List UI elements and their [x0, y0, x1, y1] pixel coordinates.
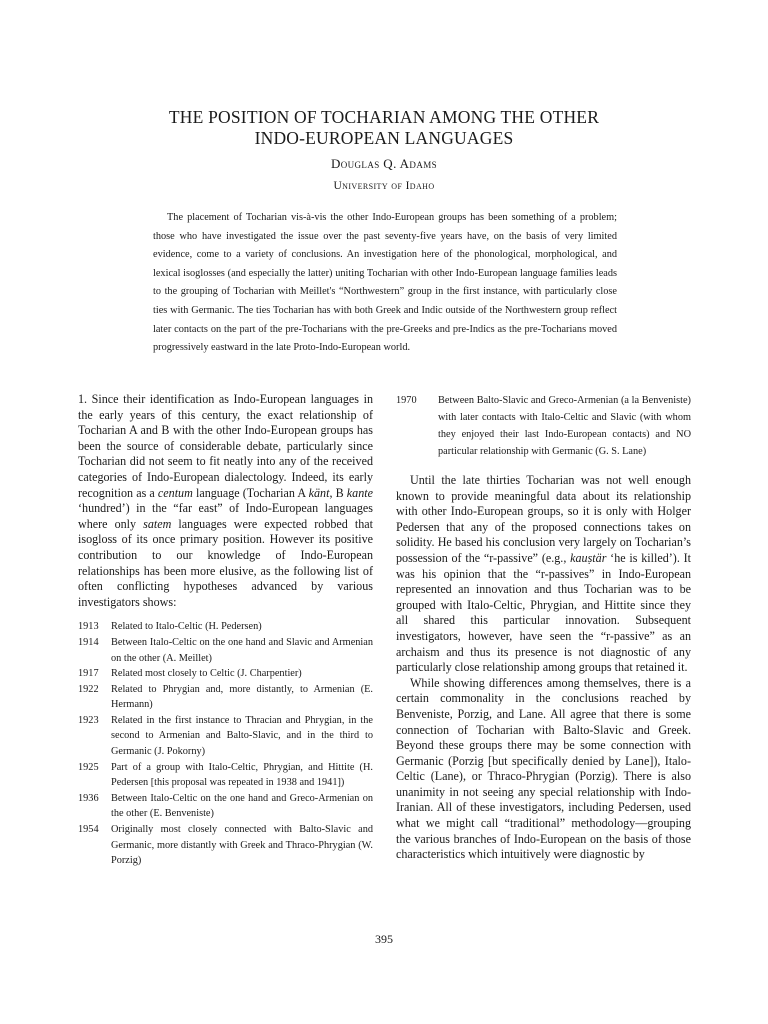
- list-item: [78, 666, 373, 682]
- body-paragraph: Until the late thirties Tocharian was not well enough known to provide meaningful data about its relationship with other Indo-European groups, so it is only with Holger Pedersen that any of the proposed connections takes on solidity. He based his conclusion very largely on Tocharian’s possession of the “r-passive” (e.g., kauṣtär ‘he is killed’). It was his opinion that the “r-passives” in Indo-European represented an innovation and thus Tocharian was to be grouped with Italo-Celtic, Phrygian, and Hittite since they all shared this particular innovation. Subsequent investigators, however, have seen the “r-passive” as an archaism and thus its presence is not diagnostic of any particularly close relationship among groups that retained it.: [396, 473, 692, 675]
- list-item: [78, 760, 373, 791]
- hypothesis-text: Related in the first instance to Thracian and Phrygian, in the second to Armenian and Balto-Slavic, and in the third to Germanic (J. Pokorny): [111, 714, 373, 758]
- hypothesis-year: 1917: [78, 668, 99, 680]
- list-item: [78, 822, 373, 869]
- hypothesis-year: 1936: [78, 792, 99, 804]
- hypothesis-year: 1914: [78, 636, 99, 648]
- list-item: [396, 392, 691, 460]
- title-line-1: THE POSITION OF TOCHARIAN AMONG THE OTHER: [168, 107, 600, 127]
- hypothesis-year: 1954: [78, 824, 99, 836]
- hypothesis-text: Part of a group with Italo-Celtic, Phrygian, and Hittite (H. Pedersen [this proposal was repeated in 1938 and 1941]): [111, 761, 373, 789]
- article-title: [100, 107, 668, 149]
- hypothesis-year: 1925: [78, 761, 99, 773]
- hypothesis-year: 1923: [78, 714, 99, 726]
- abstract: The placement of Tocharian vis-à-vis the other Indo-European groups has been something of a problem; those who have investigated the issue over the past seventy-five years have, on the basis of very limited evidence, come to a variety of conclusions. An investigation here of the phonological, morphological, and lexical isoglosses (and especially the latter) uniting Tocharian with other Indo-European language families leads to the grouping of Tocharian with Meillet's “Northwestern” group in the first instance, with particularly close ties with Germanic. The ties Tocharian has with both Greek and Indic outside of the Northwestern group reflect later contacts on the part of the pre-Tocharians with the pre-Greeks and pre-Indics as the pre-Tocharians moved progressively eastward in the late Proto-Indo-European world.: [153, 212, 617, 354]
- author-name: Douglas Q. Adams: [330, 156, 438, 171]
- list-item: [78, 713, 373, 760]
- list-item: [78, 635, 373, 666]
- page-number: 395: [375, 932, 393, 946]
- hypotheses-list-continued: [396, 392, 691, 460]
- hypothesis-text: Related to Phrygian and, more distantly, to Armenian (E. Hermann): [111, 683, 373, 711]
- list-item: [78, 682, 373, 713]
- hypothesis-year: 1913: [78, 621, 99, 633]
- hypotheses-list: [78, 619, 373, 869]
- hypothesis-text: Related to Italo-Celtic (H. Pedersen): [111, 621, 262, 633]
- right-column: [396, 392, 691, 863]
- hypothesis-year: 1970: [396, 395, 417, 406]
- hypothesis-text: Related most closely to Celtic (J. Charpentier): [111, 668, 302, 680]
- hypothesis-text: Originally most closely connected with Balto-Slavic and Germanic, more distantly with Greek and Thraco-Phrygian (W. Porzig): [111, 824, 373, 867]
- left-column: [78, 392, 373, 869]
- body-paragraph: While showing differences among themselves, there is a certain commonality in the conclusions reached by Benveniste, Porzig, and Lane. All agree that there is some connection of Tocharian with Balto-Slavic and Greek. Beyond these groups there may be some connection with Germanic (Porzig [but specifically denied by Lane]), Italo-Celtic (Lane), or Thraco-Phrygian (Porzig). There is also unanimity in not seeing any special relationship with Indo-Iranian. All of these investigators, including Pedersen, used what we might call “traditional” methodology—grouping the various branches of Indo-European on the basis of those characteristics which intuitively were diagnostic by: [396, 675, 691, 862]
- title-line-2: INDO-EUROPEAN LANGUAGES: [254, 128, 514, 148]
- hypothesis-text: Between Italo-Celtic on the one hand and Greco-Armenian on the other (E. Benveniste): [111, 792, 373, 820]
- author-affiliation: University of Idaho: [333, 180, 435, 192]
- hypothesis-text: Between Italo-Celtic on the one hand and Slavic and Armenian on the other (A. Meillet): [111, 636, 373, 664]
- list-item: [78, 791, 373, 822]
- hypothesis-year: 1922: [78, 683, 99, 695]
- hypothesis-text: Between Balto-Slavic and Greco-Armenian (a la Benveniste) with later contacts with Italo-Celtic and Slavic (with whom they enjoyed their last Indo-European contacts) and NO particular relationship with Germanic (G. S. Lane): [438, 395, 691, 457]
- list-item: [78, 619, 373, 635]
- intro-paragraph: 1. Since their identification as Indo-European languages in the early years of this century, the exact relationship of Tocharian A and B with the other Indo-European groups has been the source of considerable debate, particularly since Tocharian did not seem to fit neatly into any of the received categories of Indo-European dialectology. Indeed, its early recognition as a centum language (Tocharian A känt, B kante ‘hundred’) in the “far east” of Indo-European languages where only satem languages were expected robbed that isogloss of its once primary position. However its positive contribution to our knowledge of Indo-European relationships has been more elusive, as the following list of often conflicting hypotheses advanced by various investigators shows:: [78, 392, 373, 609]
